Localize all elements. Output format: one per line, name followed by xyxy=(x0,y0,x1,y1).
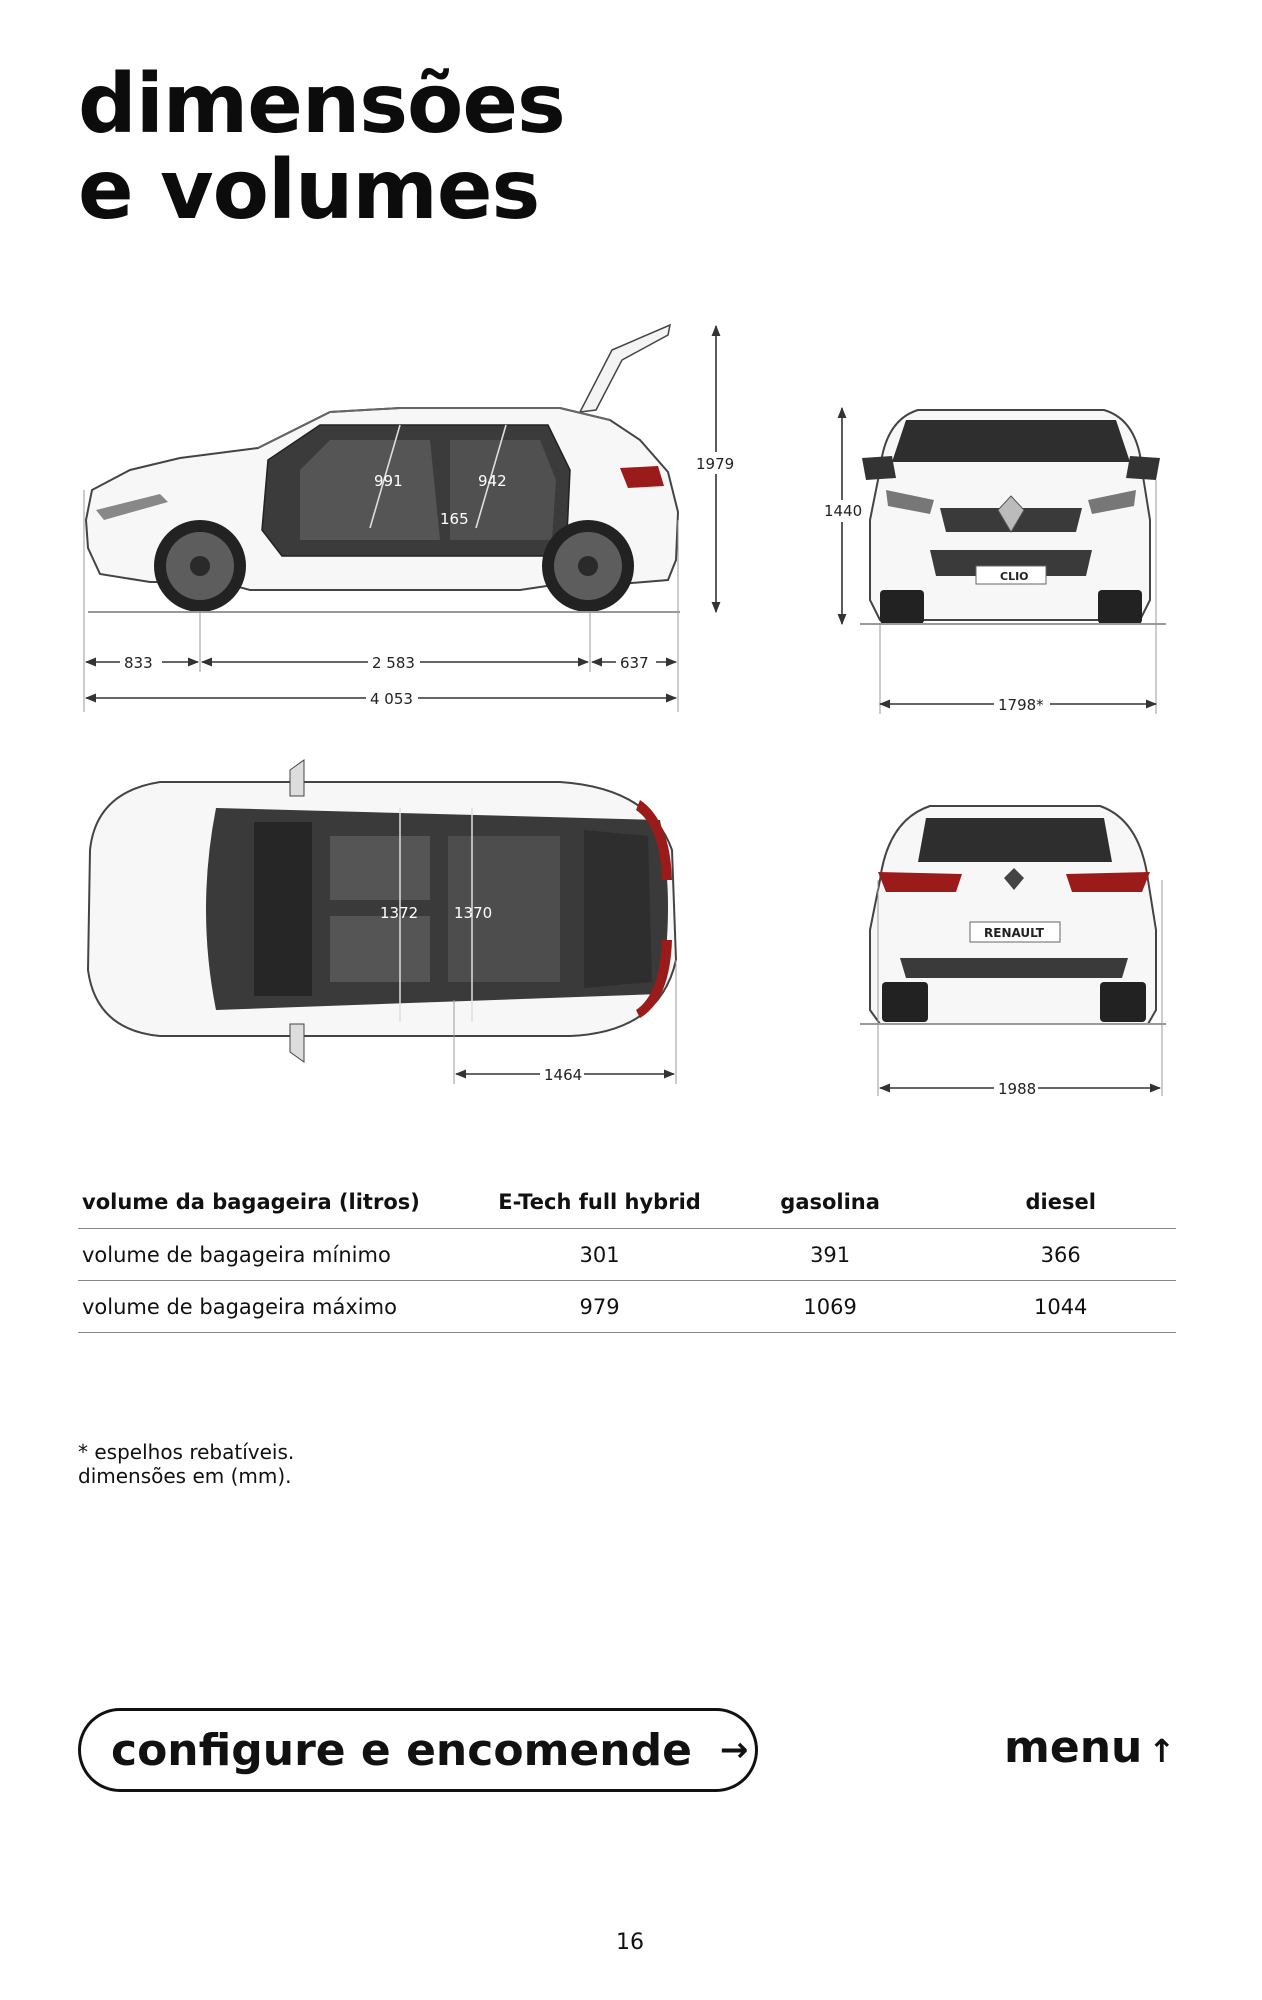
header-volume: volume da bagageira (litros) xyxy=(78,1178,484,1229)
arrow-up-icon: ↑ xyxy=(1148,1732,1176,1770)
page-number: 16 xyxy=(616,1930,644,1955)
page-title-line-2: e volumes xyxy=(78,143,540,238)
page-title-line-1: dimensões xyxy=(78,57,565,152)
configure-order-button[interactable] xyxy=(78,1708,758,1792)
cell-value: 1044 xyxy=(945,1281,1176,1333)
front-plate-text: CLIO xyxy=(1000,570,1029,583)
arrow-right-icon: → xyxy=(719,1730,749,1770)
menu-link[interactable] xyxy=(1004,1722,1175,1773)
height-open-tailgate-label: 1979 xyxy=(696,455,735,473)
seat-depth-rear-label: 942 xyxy=(478,472,507,490)
rear-width-label: 1988 xyxy=(998,1080,1037,1098)
rear-view-car xyxy=(860,806,1166,1024)
rear-badge-text: RENAULT xyxy=(984,926,1044,940)
front-overhang-label: 833 xyxy=(124,654,153,672)
front-width-label: 1798* xyxy=(998,696,1044,714)
cell-value: 366 xyxy=(945,1229,1176,1281)
side-view-car xyxy=(86,325,680,612)
front-height-label: 1440 xyxy=(824,502,863,520)
header-diesel: diesel xyxy=(945,1178,1176,1229)
footnote-mirrors: * espelhos rebatíveis. xyxy=(78,1440,295,1464)
rear-overhang-label: 637 xyxy=(620,654,649,672)
trunk-volume-table xyxy=(78,1178,1176,1333)
row-label: volume de bagageira mínimo xyxy=(78,1229,484,1281)
menu-label: menu xyxy=(1004,1722,1143,1773)
table-row xyxy=(78,1229,1176,1281)
front-view-car xyxy=(860,410,1166,624)
trunk-length-label: 1464 xyxy=(544,1066,583,1084)
header-gasoline: gasolina xyxy=(715,1178,946,1229)
front-elbow-width-label: 1372 xyxy=(380,904,419,922)
cell-value: 391 xyxy=(715,1229,946,1281)
cell-value: 301 xyxy=(484,1229,715,1281)
table-header-row xyxy=(78,1178,1176,1229)
cell-value: 979 xyxy=(484,1281,715,1333)
table-row xyxy=(78,1281,1176,1333)
configure-order-label: configure e encomende xyxy=(111,1724,692,1776)
footnote-units: dimensões em (mm). xyxy=(78,1464,292,1488)
wheelbase-label: 2 583 xyxy=(372,654,415,672)
footnotes xyxy=(78,1440,294,1488)
cell-value: 1069 xyxy=(715,1281,946,1333)
seat-gap-label: 165 xyxy=(440,510,469,528)
overall-length-label: 4 053 xyxy=(370,690,413,708)
seat-depth-front-label: 991 xyxy=(374,472,403,490)
rear-elbow-width-label: 1370 xyxy=(454,904,493,922)
row-label: volume de bagageira máximo xyxy=(78,1281,484,1333)
header-hybrid: E-Tech full hybrid xyxy=(484,1178,715,1229)
